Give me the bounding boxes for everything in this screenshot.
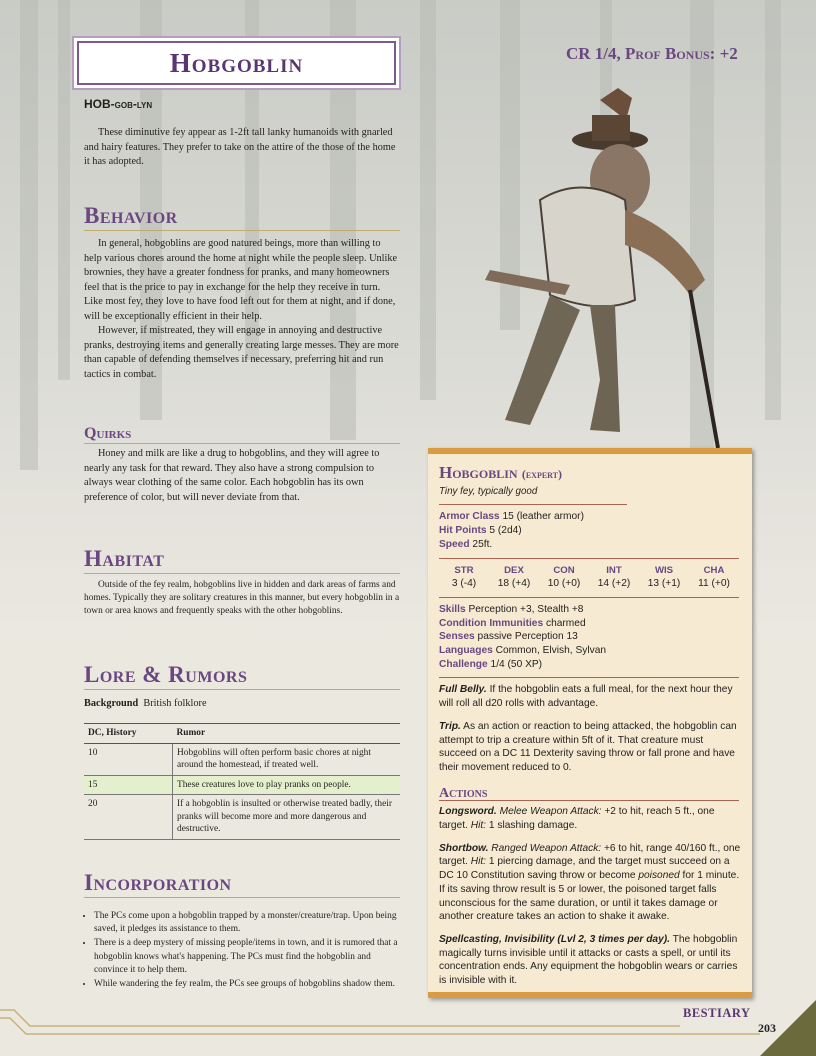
attack-text: +6 to hit, range 40/160 ft., one target. xyxy=(439,842,741,868)
armor-value: 15 (leather armor) xyxy=(502,511,584,523)
senses-label: Senses xyxy=(439,631,475,643)
trait-name: Trip. xyxy=(439,720,461,732)
action-longsword xyxy=(439,805,742,832)
ability-name: STR xyxy=(454,564,474,576)
list-item: • While wandering the fey realm, the PCs see groups of hobgoblins shadow them. xyxy=(94,978,400,991)
stat-block xyxy=(428,448,752,998)
behavior-paragraph: However, if mistreated, they will engage in annoying and destructive pranks, destroying items and generally creating large messes. They are more than capable of defending themselves if necessary, preferring hit and run tactics in combat. xyxy=(84,325,399,380)
ability-value: 11 (+0) xyxy=(698,578,730,590)
ability-int xyxy=(589,564,639,591)
speed-label: Speed xyxy=(439,538,470,550)
habitat-heading: Habitat xyxy=(84,546,400,574)
lore-background xyxy=(84,698,400,709)
hit-label: Hit: xyxy=(470,856,487,868)
lore-heading: Lore & Rumors xyxy=(84,662,400,690)
chal-label: Challenge xyxy=(439,658,488,670)
senses-line xyxy=(439,630,742,644)
statblock-name: Hobgoblin xyxy=(439,463,518,482)
behavior-section xyxy=(84,203,400,382)
table-cell-dc: 20 xyxy=(84,795,173,840)
languages-line xyxy=(439,644,742,658)
skills-line xyxy=(439,603,742,617)
cond-label: Condition Immunities xyxy=(439,617,544,629)
armor-label: Armor Class xyxy=(439,511,500,523)
lore-section xyxy=(84,662,400,840)
table-cell-rumor: Hobgoblins will often perform basic chores at night around the homestead, if treated well. xyxy=(173,743,401,775)
challenge-line xyxy=(439,658,742,672)
ability-name: INT xyxy=(606,564,622,576)
ability-cha xyxy=(689,564,739,591)
ability-value: 14 (+2) xyxy=(597,578,631,590)
divider xyxy=(439,677,739,678)
condition-name: poisoned xyxy=(638,870,680,882)
lang-label: Languages xyxy=(439,645,493,657)
habitat-section xyxy=(84,546,400,618)
attack-text: +2 to hit, reach 5 ft., one target. xyxy=(439,806,715,832)
trait-trip xyxy=(439,720,742,775)
divider xyxy=(439,597,739,598)
ability-wis xyxy=(639,564,689,591)
trait-text: If the hobgoblin eats a full meal, for the next hour they will roll all d20 rolls with advantage. xyxy=(439,684,733,710)
table-header-dc: DC, History xyxy=(84,724,173,744)
cr-prof-bonus: CR 1/4, Prof Bonus: +2 xyxy=(566,44,738,63)
incorporation-heading: Incorporation xyxy=(84,870,400,898)
quirks-heading: Quirks xyxy=(84,425,400,444)
behavior-paragraph: In general, hobgoblins are good natured beings, more than willing to help various chores around the home at night while the people sleep. Unlike brownies, they have a greater fondness for pranks, and many homeowners feel that is the price to pay in exchange for the help they receive in turn. Like most fey, they love to have food left out for them at night, and if done, will be exceptionally efficient in their help. xyxy=(84,238,398,322)
hp-label: Hit Points xyxy=(439,525,487,537)
quirks-text: Honey and milk are like a drug to hobgoblins, and they will agree to nearly any task for that reward. They also have a strong compulsion to always wear clothing of the same color. Each hobgoblin has its own preference of color, but will never deviate from that. xyxy=(84,448,380,503)
table-row xyxy=(84,795,400,840)
background-value: British folklore xyxy=(143,698,207,709)
skills-value: Perception +3, Stealth +8 xyxy=(468,603,584,615)
skills-label: Skills xyxy=(439,603,466,615)
title-plate xyxy=(77,41,396,85)
ability-value: 3 (-4) xyxy=(451,578,477,590)
background-label: Background xyxy=(84,698,139,709)
trait-name: Full Belly. xyxy=(439,684,487,696)
incorporation-section xyxy=(84,870,400,992)
hit-points-line xyxy=(439,524,742,538)
condition-immunities-line xyxy=(439,617,742,631)
damage-text: 1 slashing damage. xyxy=(488,820,578,832)
damage-text: 1 piercing damage, and the target must succeed on a DC 10 Constitution saving throw or become xyxy=(439,856,730,882)
action-spellcasting xyxy=(439,933,742,988)
habitat-text: Outside of the fey realm, hobgoblins live in hidden and dark areas of farms and homes. Typically they are solitary creatures in this manner, but every hobgoblin in a town or area knows and frequently speaks with the other hobgoblins. xyxy=(84,580,400,616)
attack-type: Melee Weapon Attack: xyxy=(499,806,602,818)
statblock-type: Tiny fey, typically good xyxy=(439,485,538,497)
hp-value: 5 (2d4) xyxy=(489,525,522,537)
statblock-name-line xyxy=(439,463,742,482)
ability-con xyxy=(539,564,589,591)
spell-text: The hobgoblin magically turns invisible until it attacks or casts a spell, or until its concentration ends. Any equipment the hobgoblin wears or carries is invisible with it. xyxy=(439,933,738,987)
hobgoblin-illustration xyxy=(450,80,750,450)
armor-class-line xyxy=(439,510,742,524)
trait-text: As an action or reaction to being attacked, the hobgoblin can attempt to trip a creature within 5ft of it. That creature must succeed on a DC 11 Dexterity saving throw or fall prone and have their movement reduced to 0. xyxy=(439,720,737,773)
cond-value: charmed xyxy=(545,617,586,629)
ability-name: CON xyxy=(553,564,575,576)
table-row xyxy=(84,743,400,775)
table-row xyxy=(84,775,400,795)
statblock-variant: (expert) xyxy=(521,467,562,481)
ability-value: 18 (+4) xyxy=(497,578,531,590)
ability-name: WIS xyxy=(654,564,674,576)
actions-heading: Actions xyxy=(439,787,739,802)
action-name: Shortbow. xyxy=(439,842,489,854)
quirks-section xyxy=(84,425,400,505)
list-item: • The PCs come upon a hobgoblin trapped by a monster/creature/trap. Upon being saved, it pledges its assistance to them. xyxy=(94,910,400,936)
ability-str xyxy=(439,564,489,591)
divider xyxy=(439,558,739,559)
chal-value: 1/4 (50 XP) xyxy=(490,658,543,670)
ability-name: DEX xyxy=(504,564,524,576)
speed-line xyxy=(439,538,742,552)
table-cell-rumor: If a hobgoblin is insulted or otherwise treated badly, their pranks will become more and more dangerous and destructive. xyxy=(173,795,401,840)
page-number: 203 xyxy=(758,1021,776,1035)
table-header-rumor: Rumor xyxy=(173,724,401,744)
divider xyxy=(439,504,627,505)
effect-text: for 1 minute. If its saving throw result is 5 or lower, the poisoned target falls unconscious for the same duration, or until it takes damage or another creature takes an action to shake it awake. xyxy=(439,870,740,923)
ability-name: CHA xyxy=(703,564,725,576)
senses-value: passive Perception 13 xyxy=(477,631,578,643)
ability-value: 10 (+0) xyxy=(547,578,581,590)
table-cell-rumor: These creatures love to play pranks on people. xyxy=(173,775,401,795)
speed-value: 25ft. xyxy=(472,538,493,550)
footer-section-label: BESTIARY xyxy=(683,1006,751,1020)
behavior-heading: Behavior xyxy=(84,203,400,231)
attack-type: Ranged Weapon Attack: xyxy=(491,842,602,854)
list-item: • There is a deep mystery of missing people/items in town, and it is rumored that a hobgoblin knows what's happening. The PCs must find the hobgoblin and convince it to help them. xyxy=(94,937,400,977)
pronunciation: HOB-gob-lyn xyxy=(84,97,153,111)
action-name: Spellcasting, Invisibility (Lvl 2, 3 times per day). xyxy=(439,933,670,945)
action-name: Longsword. xyxy=(439,806,497,818)
incorporation-list xyxy=(84,910,400,991)
table-cell-dc: 15 xyxy=(84,775,173,795)
ability-value: 13 (+1) xyxy=(647,578,681,590)
trait-full-belly xyxy=(439,683,742,710)
intro-text: These diminutive fey appear as 1-2ft tall lanky humanoids with gnarled and hairy features. They prefer to take on the attire of the those of the home it has adopted. xyxy=(84,127,396,167)
ability-dex xyxy=(489,564,539,591)
lang-value: Common, Elvish, Sylvan xyxy=(495,645,607,657)
action-shortbow xyxy=(439,842,742,924)
hit-label: Hit: xyxy=(470,820,487,832)
page-title: Hobgoblin xyxy=(169,47,304,78)
intro-section xyxy=(84,126,398,170)
table-cell-dc: 10 xyxy=(84,743,173,775)
rumor-table xyxy=(84,723,400,840)
ability-scores xyxy=(439,564,739,591)
table-header-row xyxy=(84,724,400,744)
